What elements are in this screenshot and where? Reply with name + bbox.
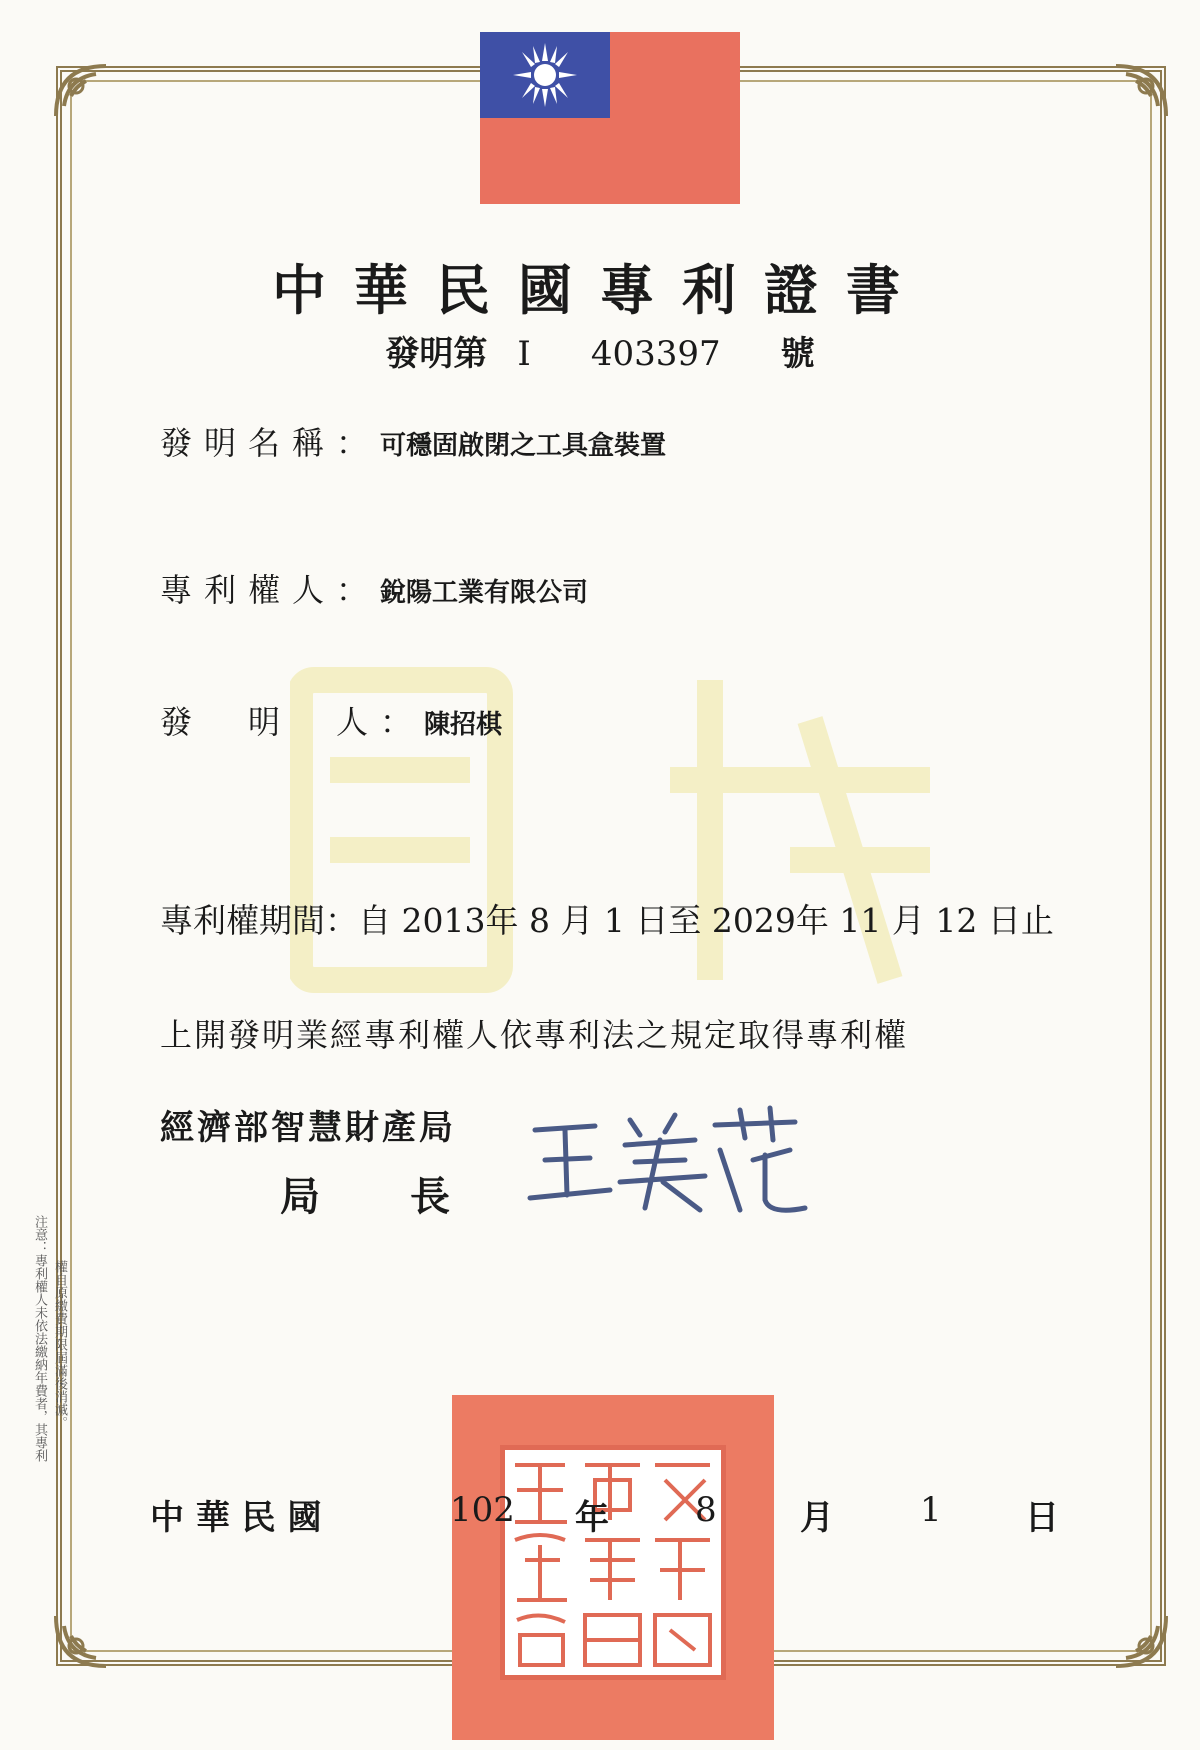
date-month: 8 (695, 1490, 717, 1530)
number-suffix: 號 (780, 334, 815, 374)
patentee-value: 銳陽工業有限公司 (380, 578, 589, 608)
date-era: 中 華 民 國 (150, 1498, 322, 1538)
date-month-unit: 月 (800, 1498, 834, 1538)
grant-statement: 上開發明業經專利權人依專利法之規定取得專利權 (160, 1016, 909, 1054)
patent-term: 專利權期間：自 2013年 8 月 1 日至 2029年 11 月 12 日止 (160, 901, 1054, 940)
issuing-agency: 經濟部智慧財產局 (160, 1108, 456, 1148)
inventor-label: 發 明 人： (160, 703, 425, 741)
number-roman: I (517, 334, 531, 374)
notice-line-2: 權自原繳費期限屆滿後消滅。 (52, 1260, 67, 1429)
certificate-title: 中華民國專利證書 (272, 258, 928, 322)
patentee-row (160, 565, 588, 611)
official-seal (500, 1445, 726, 1680)
flag-canton (480, 32, 610, 118)
ornament-corner-icon (1106, 1606, 1176, 1676)
invention-name-row (160, 418, 666, 464)
certificate-number (0, 326, 1200, 375)
date-day: 1 (920, 1490, 942, 1530)
number-value: 403397 (590, 334, 721, 374)
notice-line-1: 注意：專利權人未依法繳納年費者，其專利 (32, 1215, 47, 1462)
date-day-unit: 日 (1025, 1498, 1059, 1538)
ornament-corner-icon (46, 56, 116, 126)
inventor-value: 陳招棋 (424, 710, 503, 740)
director-signature (515, 1090, 815, 1220)
invention-name-label: 發明名稱： (160, 424, 381, 462)
roc-flag-icon (480, 32, 740, 204)
date-year: 102 (450, 1490, 515, 1530)
inventor-row (160, 697, 502, 743)
number-prefix: 發明第 (385, 334, 488, 374)
ornament-corner-icon (46, 1606, 116, 1676)
patentee-label: 專利權人： (160, 571, 381, 609)
ornament-corner-icon (1106, 56, 1176, 126)
white-sun-icon (513, 43, 577, 107)
date-year-unit: 年 (575, 1498, 609, 1538)
invention-name-value: 可穩固啟閉之工具盒裝置 (380, 431, 667, 461)
director-title: 局長 (280, 1173, 540, 1220)
